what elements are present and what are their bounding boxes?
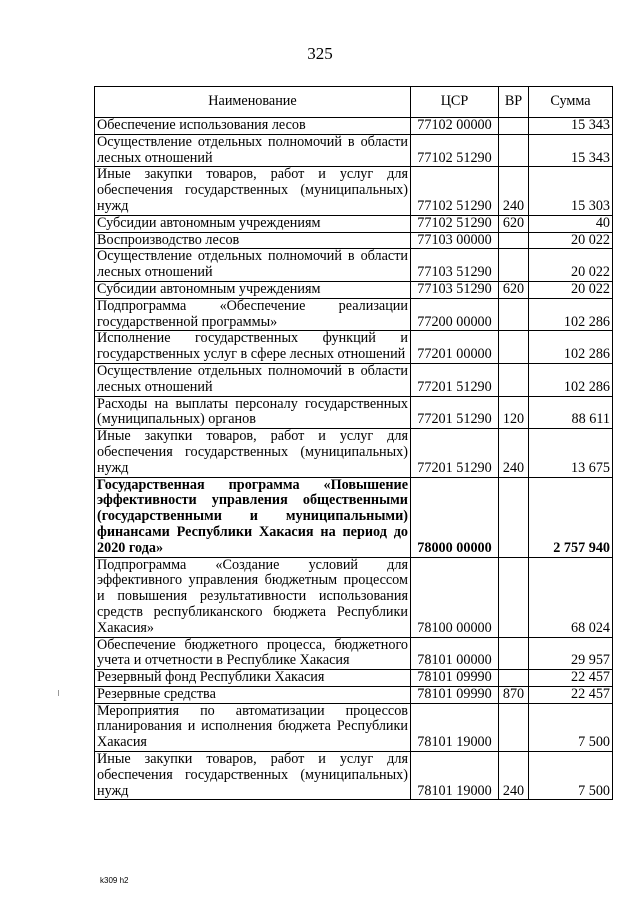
row-sum-cell: 2 757 940 <box>529 477 613 557</box>
row-vr-cell <box>499 134 529 167</box>
row-csr-cell: 77102 51290 <box>411 167 499 215</box>
row-sum-cell: 102 286 <box>529 298 613 331</box>
table-row <box>95 752 613 800</box>
row-vr-cell: 620 <box>499 281 529 298</box>
row-sum-cell: 102 286 <box>529 363 613 396</box>
row-name-cell: Обеспечение бюджетного процесса, бюджетного учета и отчетности в Республике Хакасия <box>95 637 411 670</box>
table-row <box>95 637 613 670</box>
row-name-cell: Резервные средства <box>95 686 411 703</box>
row-csr-cell: 77201 51290 <box>411 396 499 429</box>
row-name-cell: Иные закупки товаров, работ и услуг для обеспечения государственных (муниципальных) нужд <box>95 752 411 800</box>
row-name-cell: Субсидии автономным учреждениям <box>95 281 411 298</box>
row-sum-cell: 15 343 <box>529 118 613 135</box>
row-sum-cell: 20 022 <box>529 249 613 282</box>
row-vr-cell: 240 <box>499 752 529 800</box>
row-csr-cell: 77201 51290 <box>411 429 499 477</box>
table-row <box>95 429 613 477</box>
row-sum-cell: 22 457 <box>529 670 613 687</box>
row-vr-cell: 240 <box>499 429 529 477</box>
row-csr-cell: 77201 00000 <box>411 331 499 364</box>
row-sum-cell: 15 343 <box>529 134 613 167</box>
row-csr-cell: 78100 00000 <box>411 557 499 637</box>
row-csr-cell: 77102 00000 <box>411 118 499 135</box>
row-vr-cell: 870 <box>499 686 529 703</box>
row-name-cell: Иные закупки товаров, работ и услуг для обеспечения государственных (муниципальных) нужд <box>95 167 411 215</box>
table-body <box>95 118 613 800</box>
row-sum-cell: 7 500 <box>529 752 613 800</box>
row-csr-cell: 78101 00000 <box>411 637 499 670</box>
budget-table <box>94 86 613 800</box>
row-sum-cell: 22 457 <box>529 686 613 703</box>
table-row <box>95 703 613 751</box>
table-row <box>95 363 613 396</box>
row-vr-cell <box>499 363 529 396</box>
table-row <box>95 232 613 249</box>
row-csr-cell: 77103 00000 <box>411 232 499 249</box>
table-row <box>95 281 613 298</box>
row-vr-cell <box>499 637 529 670</box>
row-csr-cell: 77200 00000 <box>411 298 499 331</box>
row-csr-cell: 78101 19000 <box>411 703 499 751</box>
row-vr-cell <box>499 331 529 364</box>
row-csr-cell: 77103 51290 <box>411 249 499 282</box>
row-name-cell: Мероприятия по автоматизации процессов планирования и исполнения бюджета Республики Хакасия <box>95 703 411 751</box>
row-sum-cell: 40 <box>529 215 613 232</box>
row-name-cell: Субсидии автономным учреждениям <box>95 215 411 232</box>
row-name-cell: Обеспечение использования лесов <box>95 118 411 135</box>
row-name-cell: Осуществление отдельных полномочий в области лесных отношений <box>95 363 411 396</box>
table-row <box>95 670 613 687</box>
row-name-cell: Осуществление отдельных полномочий в области лесных отношений <box>95 249 411 282</box>
page-number: 325 <box>307 44 333 63</box>
row-name-cell: Подпрограмма «Создание условий для эффективного управления бюджетным процессом и повышения результативности использования средств республиканского бюджета Республики Хакасия» <box>95 557 411 637</box>
row-csr-cell: 77102 51290 <box>411 215 499 232</box>
row-vr-cell <box>499 298 529 331</box>
row-vr-cell: 620 <box>499 215 529 232</box>
row-vr-cell <box>499 249 529 282</box>
table-row <box>95 686 613 703</box>
row-vr-cell: 120 <box>499 396 529 429</box>
row-vr-cell <box>499 670 529 687</box>
header-sum: Сумма <box>529 87 613 118</box>
row-csr-cell: 78000 00000 <box>411 477 499 557</box>
row-name-cell: Подпрограмма «Обеспечение реализации государственной программы» <box>95 298 411 331</box>
row-csr-cell: 78101 19000 <box>411 752 499 800</box>
table-row <box>95 396 613 429</box>
table-row <box>95 331 613 364</box>
header-vr: ВР <box>499 87 529 118</box>
row-csr-cell: 77103 51290 <box>411 281 499 298</box>
row-sum-cell: 20 022 <box>529 281 613 298</box>
row-name-cell: Государственная программа «Повышение эффективности управления общественными (государственными и муниципальными) финансами Республики Хакасия на период до 2020 года» <box>95 477 411 557</box>
table-row <box>95 557 613 637</box>
row-csr-cell: 77201 51290 <box>411 363 499 396</box>
row-sum-cell: 15 303 <box>529 167 613 215</box>
row-csr-cell: 78101 09990 <box>411 686 499 703</box>
row-name-cell: Иные закупки товаров, работ и услуг для обеспечения государственных (муниципальных) нужд <box>95 429 411 477</box>
row-name-cell: Осуществление отдельных полномочий в области лесных отношений <box>95 134 411 167</box>
row-name-cell: Исполнение государственных функций и государственных услуг в сфере лесных отношений <box>95 331 411 364</box>
row-vr-cell <box>499 703 529 751</box>
table-row <box>95 249 613 282</box>
row-sum-cell: 7 500 <box>529 703 613 751</box>
table-row <box>95 134 613 167</box>
row-vr-cell <box>499 118 529 135</box>
row-sum-cell: 102 286 <box>529 331 613 364</box>
table-row <box>95 215 613 232</box>
row-sum-cell: 20 022 <box>529 232 613 249</box>
row-sum-cell: 68 024 <box>529 557 613 637</box>
row-csr-cell: 78101 09990 <box>411 670 499 687</box>
margin-mark <box>58 690 59 696</box>
row-vr-cell <box>499 232 529 249</box>
table-row <box>95 477 613 557</box>
header-name: Наименование <box>95 87 411 118</box>
row-sum-cell: 88 611 <box>529 396 613 429</box>
row-vr-cell: 240 <box>499 167 529 215</box>
table-row <box>95 118 613 135</box>
header-csr: ЦСР <box>411 87 499 118</box>
row-csr-cell: 77102 51290 <box>411 134 499 167</box>
row-vr-cell <box>499 557 529 637</box>
row-name-cell: Расходы на выплаты персоналу государственных (муниципальных) органов <box>95 396 411 429</box>
row-vr-cell <box>499 477 529 557</box>
table-row <box>95 167 613 215</box>
row-name-cell: Воспроизводство лесов <box>95 232 411 249</box>
footer-code: k309 h2 <box>100 876 129 885</box>
row-name-cell: Резервный фонд Республики Хакасия <box>95 670 411 687</box>
table-header-row <box>95 87 613 118</box>
row-sum-cell: 29 957 <box>529 637 613 670</box>
row-sum-cell: 13 675 <box>529 429 613 477</box>
table-row <box>95 298 613 331</box>
